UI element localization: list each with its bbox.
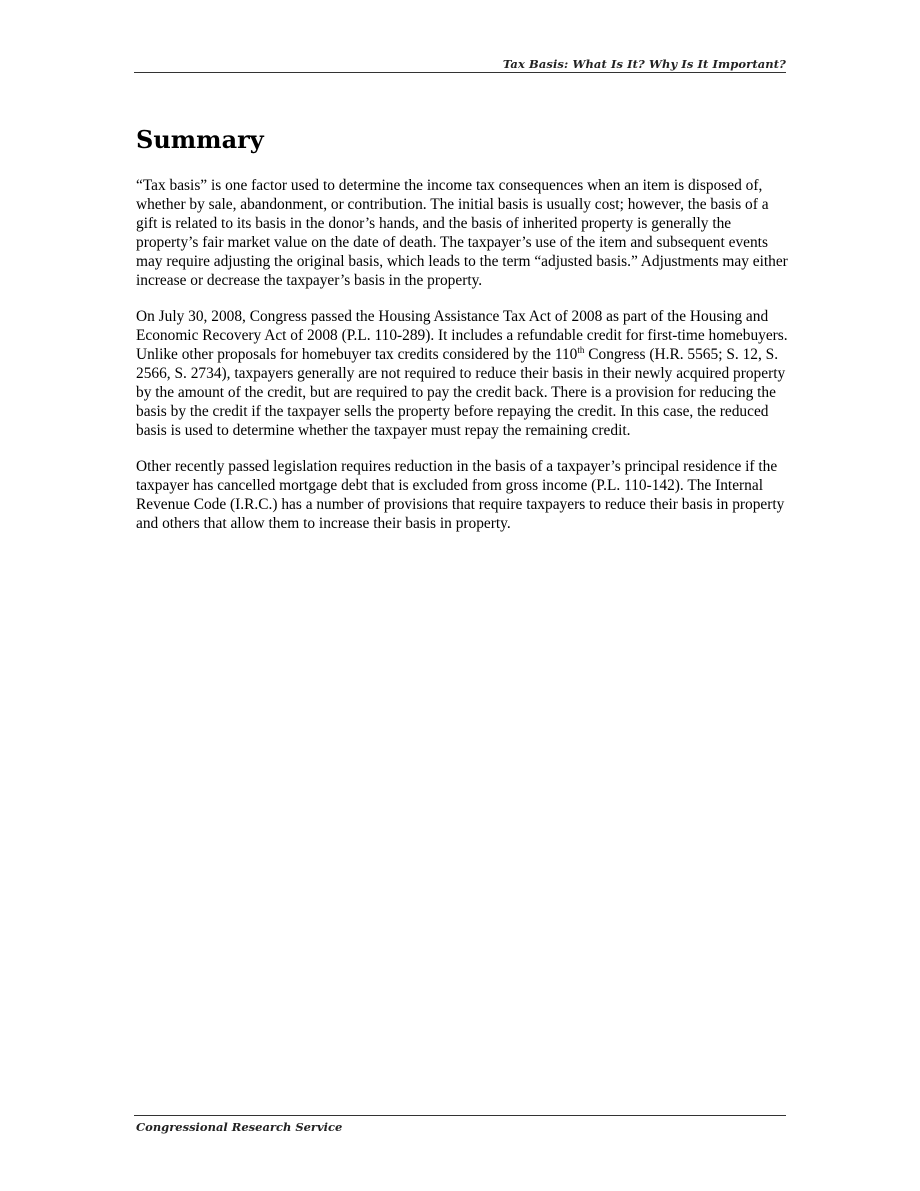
ordinal-superscript: th [577,344,585,355]
paragraph-2-text-start: On July 30, 2008, Congress passed the Housing Assistance Tax Act of 2008 as part of the Housing and Economic Recovery Act of 2008 (P.L. 110-289). It includes a refundable credit for first-time homebuyers. Unlike other proposals for homebuyer tax credits considered by the 110 [136,308,788,363]
summary-paragraph-2 [136,307,788,440]
summary-body [136,176,788,550]
page-title: Summary [136,125,264,154]
footer-divider [134,1115,786,1116]
summary-paragraph-1: “Tax basis” is one factor used to determine the income tax consequences when an item is disposed of, whether by sale, abandonment, or contribution. The initial basis is usually cost; however, the basis of a gift is related to its basis in the donor’s hands, and the basis of inherited property is generally the property’s fair market value on the date of death. The taxpayer’s use of the item and subsequent events may require adjusting the original basis, which leads to the term “adjusted basis.” Adjustments may either increase or decrease the taxpayer’s basis in the property. [136,177,788,289]
running-header: Tax Basis: What Is It? Why Is It Important? [502,57,786,71]
running-footer: Congressional Research Service [136,1120,343,1134]
summary-paragraph-3: Other recently passed legislation requires reduction in the basis of a taxpayer’s principal residence if the taxpayer has cancelled mortgage debt that is excluded from gross income (P.L. 110-142). The Internal Revenue Code (I.R.C.) has a number of provisions that require taxpayers to reduce their basis in property and others that allow them to increase their basis in property. [136,458,785,532]
header-divider [134,72,786,73]
paragraph-2-text-end: Congress (H.R. 5565; S. 12, S. 2566, S. 2734), taxpayers generally are not required to reduce their basis in their newly acquired property by the amount of the credit, but are required to pay the credit back. There is a provision for reducing the basis by the credit if the taxpayer sells the property before repaying the credit. In this case, the reduced basis is used to determine whether the taxpayer must repay the remaining credit. [136,346,786,439]
